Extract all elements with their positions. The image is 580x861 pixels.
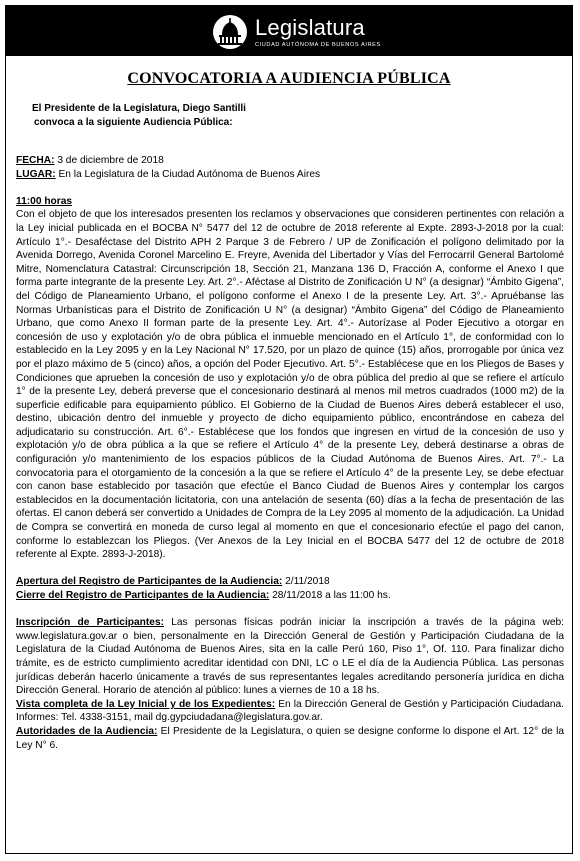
vista-paragraph xyxy=(16,698,564,725)
objeto-paragraph: Con el objeto de que los interesados presenten los reclamos y observaciones que consideren pertinentes con relación a la Ley inicial publicada en el BOCBA N° 5477 del 12 de octubre de 2018 referente al Expte. 2893-J-2018 por la cual: Artículo 1°.- Desaféctase del Distrito APH 2 Parque 3 de Febrero / UP de Zonificación el polígono delimitado por la Avenida Dorrego, Avenida Coronel Marcelino E. Freyre, Avenida del Libertador y Vías del Ferrocarril General Bartolomé Mitre, Nomenclatura Catastral: Circunscripción 18, Sección 21, Manzana 136 D, Fracción A, conforme el Anexo I que forma parte integrante de la presente Ley. Art. 2°.- Aféctase al Distrito de Zonificación U N° (a designar) “Ámbito Gigena”, del Código de Planeamiento Urbano, el polígono conforme el Anexo I de la presente Ley. Art. 3°.- Apruébanse las Normas Urbanísticas para el Distrito de Zonificación U N° (a designar) “Ámbito Gigena” del Código de Planeamiento Urbano, que como Anexo II forman parte de la presente Ley. Art. 4°.- Autorízase al Poder Ejecutivo a otorgar en concesión de uso y explotación y/o de obra pública el inmueble mencionado en el Artículo 1°, de conformidad con lo establecido en la Ley 2095 y en la Ley Nacional N° 17.520, por un plazo de quince (15) años, prorrogable por única vez por el plazo máximo de 5 (cinco) años, a opción del Poder Ejecutivo. Art. 5°.- Establécese que en los Pliegos de Bases y Condiciones que aprueben la concesión de uso y explotación y/o de obra pública del predio al que se refiere el artículo 1° de la presente Ley, deberá preverse que el concesionario destinará al menos mil metros cuadrados (1000 m2) de la superficie edificable para equipamiento público. El Gobierno de la Ciudad de Buenos Aires deberá establecer el uso, destino, ubicación dentro del inmueble y proyecto de dicho equipamiento público, encontrándose en cabeza del adjudicatario su construcción. Art. 6°.- Establécese que los fondos que ingresen en virtud de la concesión de uso y explotación y/o de obra pública a la que se refiere el Artículo 4° de la presente Ley, deberá destinarse a obras de configuración y/o mantenimiento de los espacios públicos de la Ciudad Autónoma de Buenos Aires. Art. 7°.- La convocatoria para el otorgamiento de la concesión a la que se refiere el Artículo 4° de la presente Ley, se debe efectuar con canon base establecido por tasación que efectúe el Banco Ciudad de Buenos Aires y contemplar los cargos establecidos en la documentación licitatoria, con una antelación de sesenta (60) días a la fecha de presentación de las ofertas. El canon deberá ser convertido a Unidades de Compra de la Ley 2095 al momento de la adjudicación. La Unidad de Compra se convertirá en moneda de curso legal al momento en que el concesionario efectúe el pago del canon, conforme lo establezcan los Pliegos. (Ver Anexos de la Ley Inicial en el BOCBA 5477 del 12 de octubre de 2018 referente al Expte. 2893-J-2018). xyxy=(16,209,564,561)
building-emblem-icon xyxy=(213,15,247,49)
apertura-line xyxy=(16,575,564,589)
autoridades-paragraph xyxy=(16,725,564,752)
vista-value: En la Dirección General de Gestión y Participación Ciudadana. Informes: Tel. 4338-3151, mail dg.gypciudadana@legislatura.gov.ar. xyxy=(16,698,564,724)
cierre-line xyxy=(16,589,564,603)
legislatura-logo xyxy=(213,15,381,49)
notice-body xyxy=(16,154,564,752)
page-title: CONVOCATORIA A AUDIENCIA PÚBLICA xyxy=(127,70,451,87)
autoridades-label: Autoridades de la Audiencia: xyxy=(16,725,158,737)
header-bar xyxy=(6,6,572,56)
intro-line-2: convoca a la siguiente Audiencia Pública: xyxy=(34,117,233,128)
logo-subtitle: CIUDAD AUTÓNOMA DE BUENOS AIRES xyxy=(255,41,381,48)
intro-block xyxy=(32,102,246,130)
inscripcion-paragraph xyxy=(16,616,564,698)
logo-title: Legislatura xyxy=(255,14,365,40)
cierre-label: Cierre del Registro de Participantes de la Audiencia: xyxy=(16,590,270,601)
cierre-value: 28/11/2018 a las 11:00 hs. xyxy=(269,590,391,601)
inscripcion-label: Inscripción de Participantes: xyxy=(16,617,165,629)
lugar-line xyxy=(16,168,564,182)
vista-label: Vista completa de la Ley Inicial y de los Expedientes: xyxy=(16,698,276,710)
hora-label: 11:00 horas xyxy=(16,195,73,207)
inscripcion-value: Las personas físicas podrán iniciar la inscripción a través de la página web: www.legislatura.gov.ar o bien, personalmente en la Dirección General de Gestión y Participación Ciudadana de la Legislatura de la Ciudad Autónoma de Buenos Aires, sita en la calle Perú 160, Piso 1°, Of. 110. Para finalizar dicho trámite, es de estricto cumplimiento acreditar identidad con DNI, LC o LE el día de la Audiencia Pública. Las personas jurídicas deberán hacerlo únicamente a través de sus representantes legales acreditando personería jurídica en dicha Dirección General. Horario de atención al público: lunes a viernes de 10 a 18 hs. xyxy=(16,617,564,697)
fecha-value: 3 de diciembre de 2018 xyxy=(54,155,164,166)
fecha-line xyxy=(16,154,564,168)
autoridades-value: El Presidente de la Legislatura, o quien se designe conforme lo dispone el Art. 12° de la Ley N° 6. xyxy=(16,725,564,751)
apertura-value: 2/11/2018 xyxy=(282,576,330,588)
intro-line-1: El Presidente de la Legislatura, Diego Santilli xyxy=(32,103,246,114)
apertura-label: Apertura del Registro de Participantes de la Audiencia: xyxy=(16,576,283,588)
lugar-label: LUGAR: xyxy=(16,168,56,180)
notice-frame xyxy=(5,5,573,854)
hora-line xyxy=(16,195,564,209)
lugar-value: En la Legislatura de la Ciudad Autónoma de Buenos Aires xyxy=(55,168,321,180)
fecha-label: FECHA: xyxy=(16,155,55,166)
